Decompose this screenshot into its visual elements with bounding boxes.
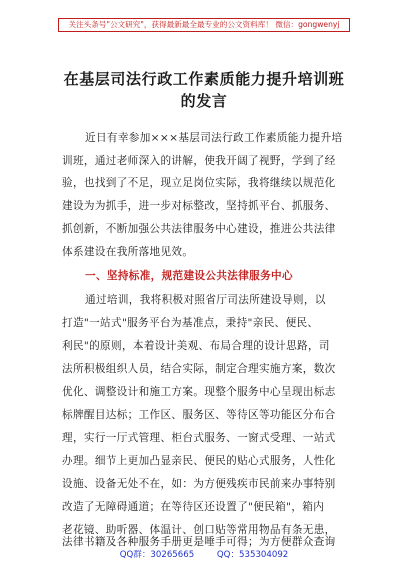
paragraph-line: 训班，通过老师深入的讲解，使我开阔了视野，学到了经: [62, 155, 336, 167]
paragraph-line: 抓创新，不断加强公共法律服务中心建设，推进公共法律: [62, 223, 336, 235]
section-heading: 一、坚持标准，规范建设公共法律服务中心: [85, 270, 293, 282]
doc-title-line-1: 在基层司法行政工作素质能力提升培训班: [63, 70, 345, 88]
paragraph-line: 验，也找到了不足，现立足岗位实际，我将继续以规范化: [62, 177, 336, 189]
paragraph-line: 通过培训，我将积极对照省厅司法所建设导则，以: [85, 294, 326, 306]
footer-qq: QQ：535304092: [216, 550, 289, 560]
paragraph-line: 标牌醒目达标；工作区、服务区、等待区等功能区分布合: [62, 409, 336, 421]
paragraph-line: 优化、调整设计和施工方案。现整个服务中心呈现出标志: [62, 386, 336, 398]
paragraph-line: 建设为为抓手，进一步对标整改，坚持抓平台、抓服务、: [62, 200, 336, 212]
paragraph-line: 改造了无障碍通道；在等待区还设置了"便民箱"，箱内: [62, 501, 325, 513]
paragraph-line: 理，实行一厅式管理、柜台式服务、一窗式受理、一站式: [62, 432, 336, 444]
paragraph-line: 老花镜、助听器、体温计、创口贴等常用物品有条无患，: [62, 524, 336, 536]
paragraph-line: 办理。细节上更加凸显亲民、便民的贴心式服务，人性化: [62, 455, 336, 467]
paragraph-line: 打造"一站式"服务平台为基准点，秉持"亲民、便民、: [62, 317, 319, 329]
doc-title-line-2: 的发言: [180, 92, 228, 110]
page-footer: [0, 548, 408, 560]
paragraph-line: 法律书籍及各种服务手册更是唾手可得；为方便群众查询: [62, 536, 336, 548]
promo-banner: [58, 18, 350, 32]
paragraph-line: 设施、设备无处不在，如：为方便残疾市民前来办事特别: [62, 478, 336, 490]
footer-qq-group: QQ群：30265665: [119, 550, 195, 560]
paragraph-line: 法所积极组织人员，结合实际，制定合理实施方案，数次: [62, 363, 336, 375]
promo-banner-text: 关注头条号"公文研究"，获得最新最全最专业的公文资料库！ 微信：gongwenyj: [68, 20, 340, 29]
paragraph-line: 近日有幸参加×××基层司法行政工作素质能力提升培: [85, 132, 343, 144]
paragraph-line: 利民"的原则，本着设计美观、布局合理的设计思路，司: [62, 340, 330, 352]
paragraph-line: 体系建设在我所落地见效。: [62, 246, 194, 258]
